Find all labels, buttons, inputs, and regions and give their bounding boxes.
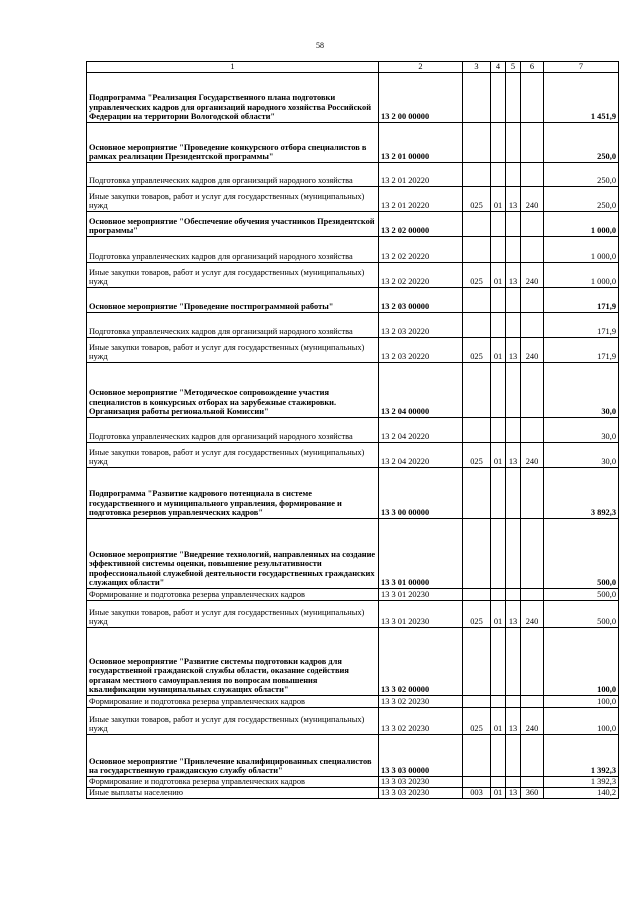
cell-section: [491, 123, 506, 163]
cell-ministry: [463, 163, 491, 187]
table-row: [87, 519, 619, 589]
table-row: [87, 777, 619, 788]
cell-amount: 250,0: [544, 187, 619, 212]
cell-ministry: 025: [463, 443, 491, 468]
table-row: [87, 601, 619, 628]
cell-code: 13 2 04 20220: [379, 443, 463, 468]
cell-subsection: [506, 212, 521, 237]
cell-amount: 1 000,0: [544, 212, 619, 237]
cell-expense-type: [521, 288, 544, 313]
table-row: [87, 237, 619, 263]
cell-ministry: [463, 212, 491, 237]
cell-expense-type: [521, 589, 544, 601]
cell-name: Иные закупки товаров, работ и услуг для государственных (муниципальных) нужд: [87, 708, 379, 735]
cell-ministry: [463, 123, 491, 163]
cell-name: Подготовка управленческих кадров для организаций народного хозяйства: [87, 163, 379, 187]
table-row: [87, 443, 619, 468]
cell-code: 13 3 01 20230: [379, 589, 463, 601]
cell-expense-type: [521, 123, 544, 163]
cell-amount: 500,0: [544, 589, 619, 601]
header-cell-7: 7: [544, 62, 619, 73]
cell-expense-type: [521, 212, 544, 237]
cell-ministry: [463, 288, 491, 313]
cell-subsection: [506, 696, 521, 708]
cell-amount: 1 392,3: [544, 735, 619, 777]
cell-section: 01: [491, 788, 506, 799]
cell-amount: 140,2: [544, 788, 619, 799]
cell-subsection: 13: [506, 338, 521, 363]
cell-code: 13 3 00 00000: [379, 468, 463, 519]
cell-ministry: [463, 73, 491, 123]
cell-expense-type: 240: [521, 338, 544, 363]
table-row: [87, 73, 619, 123]
cell-ministry: 003: [463, 788, 491, 799]
cell-section: [491, 735, 506, 777]
cell-section: [491, 212, 506, 237]
table-row: [87, 363, 619, 418]
cell-section: 01: [491, 338, 506, 363]
table-row: [87, 263, 619, 288]
cell-section: [491, 696, 506, 708]
budget-table: [86, 61, 619, 799]
cell-amount: 30,0: [544, 418, 619, 443]
cell-name: Основное мероприятие "Привлечение квалифицированных специалистов на государственную гражданскую службу области": [87, 735, 379, 777]
table-row: [87, 468, 619, 519]
cell-ministry: [463, 363, 491, 418]
cell-name: Формирование и подготовка резерва управленческих кадров: [87, 777, 379, 788]
cell-amount: 250,0: [544, 163, 619, 187]
cell-code: 13 2 02 20220: [379, 237, 463, 263]
cell-name: Иные выплаты населению: [87, 788, 379, 799]
table-row: [87, 187, 619, 212]
cell-section: [491, 628, 506, 696]
cell-code: 13 3 03 00000: [379, 735, 463, 777]
cell-name: Иные закупки товаров, работ и услуг для государственных (муниципальных) нужд: [87, 187, 379, 212]
cell-section: [491, 468, 506, 519]
cell-section: 01: [491, 263, 506, 288]
cell-code: 13 2 01 20220: [379, 187, 463, 212]
cell-expense-type: [521, 418, 544, 443]
cell-ministry: [463, 696, 491, 708]
cell-amount: 1 000,0: [544, 237, 619, 263]
header-cell-2: 2: [379, 62, 463, 73]
cell-subsection: 13: [506, 443, 521, 468]
cell-name: Подпрограмма "Развитие кадрового потенциала в системе государственного и муниципального управления, формирование и подготовка резервов управленческих кадров": [87, 468, 379, 519]
cell-section: [491, 589, 506, 601]
table-row: [87, 788, 619, 799]
cell-section: [491, 777, 506, 788]
cell-code: 13 2 03 20220: [379, 313, 463, 338]
cell-name: Иные закупки товаров, работ и услуг для государственных (муниципальных) нужд: [87, 601, 379, 628]
header-cell-1: 1: [87, 62, 379, 73]
cell-expense-type: 240: [521, 443, 544, 468]
cell-subsection: 13: [506, 601, 521, 628]
cell-name: Иные закупки товаров, работ и услуг для государственных (муниципальных) нужд: [87, 263, 379, 288]
cell-section: [491, 418, 506, 443]
cell-section: [491, 163, 506, 187]
cell-code: 13 3 01 00000: [379, 519, 463, 589]
cell-name: Формирование и подготовка резерва управленческих кадров: [87, 589, 379, 601]
cell-name: Основное мероприятие "Внедрение технологий, направленных на создание эффективной системы оценки, повышение результативности профессиональной служебной деятельности государственных гражданских служащих области": [87, 519, 379, 589]
cell-amount: 171,9: [544, 338, 619, 363]
table-row: [87, 338, 619, 363]
cell-subsection: [506, 73, 521, 123]
cell-subsection: [506, 418, 521, 443]
cell-amount: 1 000,0: [544, 263, 619, 288]
cell-amount: 100,0: [544, 696, 619, 708]
cell-ministry: 025: [463, 708, 491, 735]
cell-name: Подготовка управленческих кадров для организаций народного хозяйства: [87, 313, 379, 338]
cell-section: [491, 237, 506, 263]
cell-section: [491, 313, 506, 338]
cell-expense-type: 240: [521, 187, 544, 212]
cell-ministry: [463, 589, 491, 601]
table-body: [87, 62, 619, 799]
cell-name: Основное мероприятие "Проведение конкурсного отбора специалистов в рамках реализации Президентской программы": [87, 123, 379, 163]
cell-section: 01: [491, 443, 506, 468]
cell-code: 13 2 01 00000: [379, 123, 463, 163]
cell-expense-type: [521, 735, 544, 777]
cell-name: Подготовка управленческих кадров для организаций народного хозяйства: [87, 237, 379, 263]
table-header-row: [87, 62, 619, 73]
cell-name: Основное мероприятие "Обеспечение обучения участников Президентской программы": [87, 212, 379, 237]
cell-section: [491, 73, 506, 123]
header-cell-5: 5: [506, 62, 521, 73]
cell-expense-type: [521, 696, 544, 708]
cell-name: Подготовка управленческих кадров для организаций народного хозяйства: [87, 418, 379, 443]
cell-code: 13 3 02 00000: [379, 628, 463, 696]
cell-amount: 1 392,3: [544, 777, 619, 788]
cell-code: 13 2 02 00000: [379, 212, 463, 237]
cell-subsection: 13: [506, 263, 521, 288]
cell-subsection: [506, 237, 521, 263]
cell-subsection: [506, 777, 521, 788]
cell-section: [491, 363, 506, 418]
cell-section: 01: [491, 187, 506, 212]
cell-ministry: 025: [463, 263, 491, 288]
cell-code: 13 3 02 20230: [379, 708, 463, 735]
cell-name: Иные закупки товаров, работ и услуг для государственных (муниципальных) нужд: [87, 338, 379, 363]
cell-expense-type: 360: [521, 788, 544, 799]
table-row: [87, 313, 619, 338]
cell-subsection: 13: [506, 187, 521, 212]
cell-code: 13 2 04 20220: [379, 418, 463, 443]
header-cell-6: 6: [521, 62, 544, 73]
cell-code: 13 2 02 20220: [379, 263, 463, 288]
cell-amount: 100,0: [544, 628, 619, 696]
cell-ministry: [463, 313, 491, 338]
cell-name: Основное мероприятие "Методическое сопровождение участия специалистов в конкурсных отборах на зарубежные стажировки. Организация работы региональной Комиссии": [87, 363, 379, 418]
cell-subsection: [506, 363, 521, 418]
cell-amount: 171,9: [544, 288, 619, 313]
cell-amount: 500,0: [544, 601, 619, 628]
cell-subsection: [506, 628, 521, 696]
cell-code: 13 3 02 20230: [379, 696, 463, 708]
cell-amount: 30,0: [544, 443, 619, 468]
cell-code: 13 3 03 20230: [379, 788, 463, 799]
cell-ministry: [463, 468, 491, 519]
cell-code: 13 2 00 00000: [379, 73, 463, 123]
cell-code: 13 3 01 20230: [379, 601, 463, 628]
cell-section: 01: [491, 708, 506, 735]
cell-code: 13 3 03 20230: [379, 777, 463, 788]
cell-expense-type: [521, 73, 544, 123]
cell-section: [491, 519, 506, 589]
cell-ministry: [463, 628, 491, 696]
cell-subsection: [506, 288, 521, 313]
cell-ministry: [463, 777, 491, 788]
table-row: [87, 212, 619, 237]
cell-amount: 1 451,9: [544, 73, 619, 123]
cell-name: Основное мероприятие "Развитие системы подготовки кадров для государственной гражданской службы области, оказание содействия органам местного самоуправления по вопросам повышения квалификации муниципальных служащих области": [87, 628, 379, 696]
cell-subsection: [506, 519, 521, 589]
cell-subsection: [506, 123, 521, 163]
cell-expense-type: [521, 237, 544, 263]
cell-expense-type: 240: [521, 601, 544, 628]
table-row: [87, 735, 619, 777]
header-cell-3: 3: [463, 62, 491, 73]
cell-subsection: [506, 163, 521, 187]
cell-amount: 171,9: [544, 313, 619, 338]
cell-ministry: 025: [463, 601, 491, 628]
table-row: [87, 418, 619, 443]
cell-amount: 500,0: [544, 519, 619, 589]
table-row: [87, 589, 619, 601]
cell-expense-type: 240: [521, 263, 544, 288]
table-row: [87, 628, 619, 696]
cell-name: Основное мероприятие "Проведение постпрограммной работы": [87, 288, 379, 313]
cell-subsection: 13: [506, 788, 521, 799]
cell-expense-type: [521, 628, 544, 696]
cell-expense-type: [521, 777, 544, 788]
cell-name: Иные закупки товаров, работ и услуг для государственных (муниципальных) нужд: [87, 443, 379, 468]
cell-expense-type: [521, 519, 544, 589]
cell-ministry: 025: [463, 338, 491, 363]
cell-amount: 3 892,3: [544, 468, 619, 519]
table-row: [87, 696, 619, 708]
cell-ministry: [463, 418, 491, 443]
cell-amount: 30,0: [544, 363, 619, 418]
cell-name: Формирование и подготовка резерва управленческих кадров: [87, 696, 379, 708]
cell-expense-type: 240: [521, 708, 544, 735]
table-row: [87, 163, 619, 187]
cell-subsection: [506, 589, 521, 601]
table-row: [87, 288, 619, 313]
cell-expense-type: [521, 363, 544, 418]
cell-subsection: 13: [506, 708, 521, 735]
cell-expense-type: [521, 163, 544, 187]
cell-code: 13 2 01 20220: [379, 163, 463, 187]
cell-name: Подпрограмма "Реализация Государственного плана подготовки управленческих кадров для организаций народного хозяйства Российской Федерации на территории Вологодской области": [87, 73, 379, 123]
page-number: 58: [316, 41, 324, 50]
cell-code: 13 2 03 00000: [379, 288, 463, 313]
header-cell-4: 4: [491, 62, 506, 73]
cell-expense-type: [521, 313, 544, 338]
cell-subsection: [506, 313, 521, 338]
cell-code: 13 2 03 20220: [379, 338, 463, 363]
table-row: [87, 123, 619, 163]
cell-section: [491, 288, 506, 313]
cell-ministry: 025: [463, 187, 491, 212]
cell-amount: 100,0: [544, 708, 619, 735]
cell-section: 01: [491, 601, 506, 628]
cell-amount: 250,0: [544, 123, 619, 163]
cell-subsection: [506, 468, 521, 519]
cell-ministry: [463, 735, 491, 777]
cell-subsection: [506, 735, 521, 777]
table-row: [87, 708, 619, 735]
cell-ministry: [463, 519, 491, 589]
cell-expense-type: [521, 468, 544, 519]
cell-ministry: [463, 237, 491, 263]
cell-code: 13 2 04 00000: [379, 363, 463, 418]
